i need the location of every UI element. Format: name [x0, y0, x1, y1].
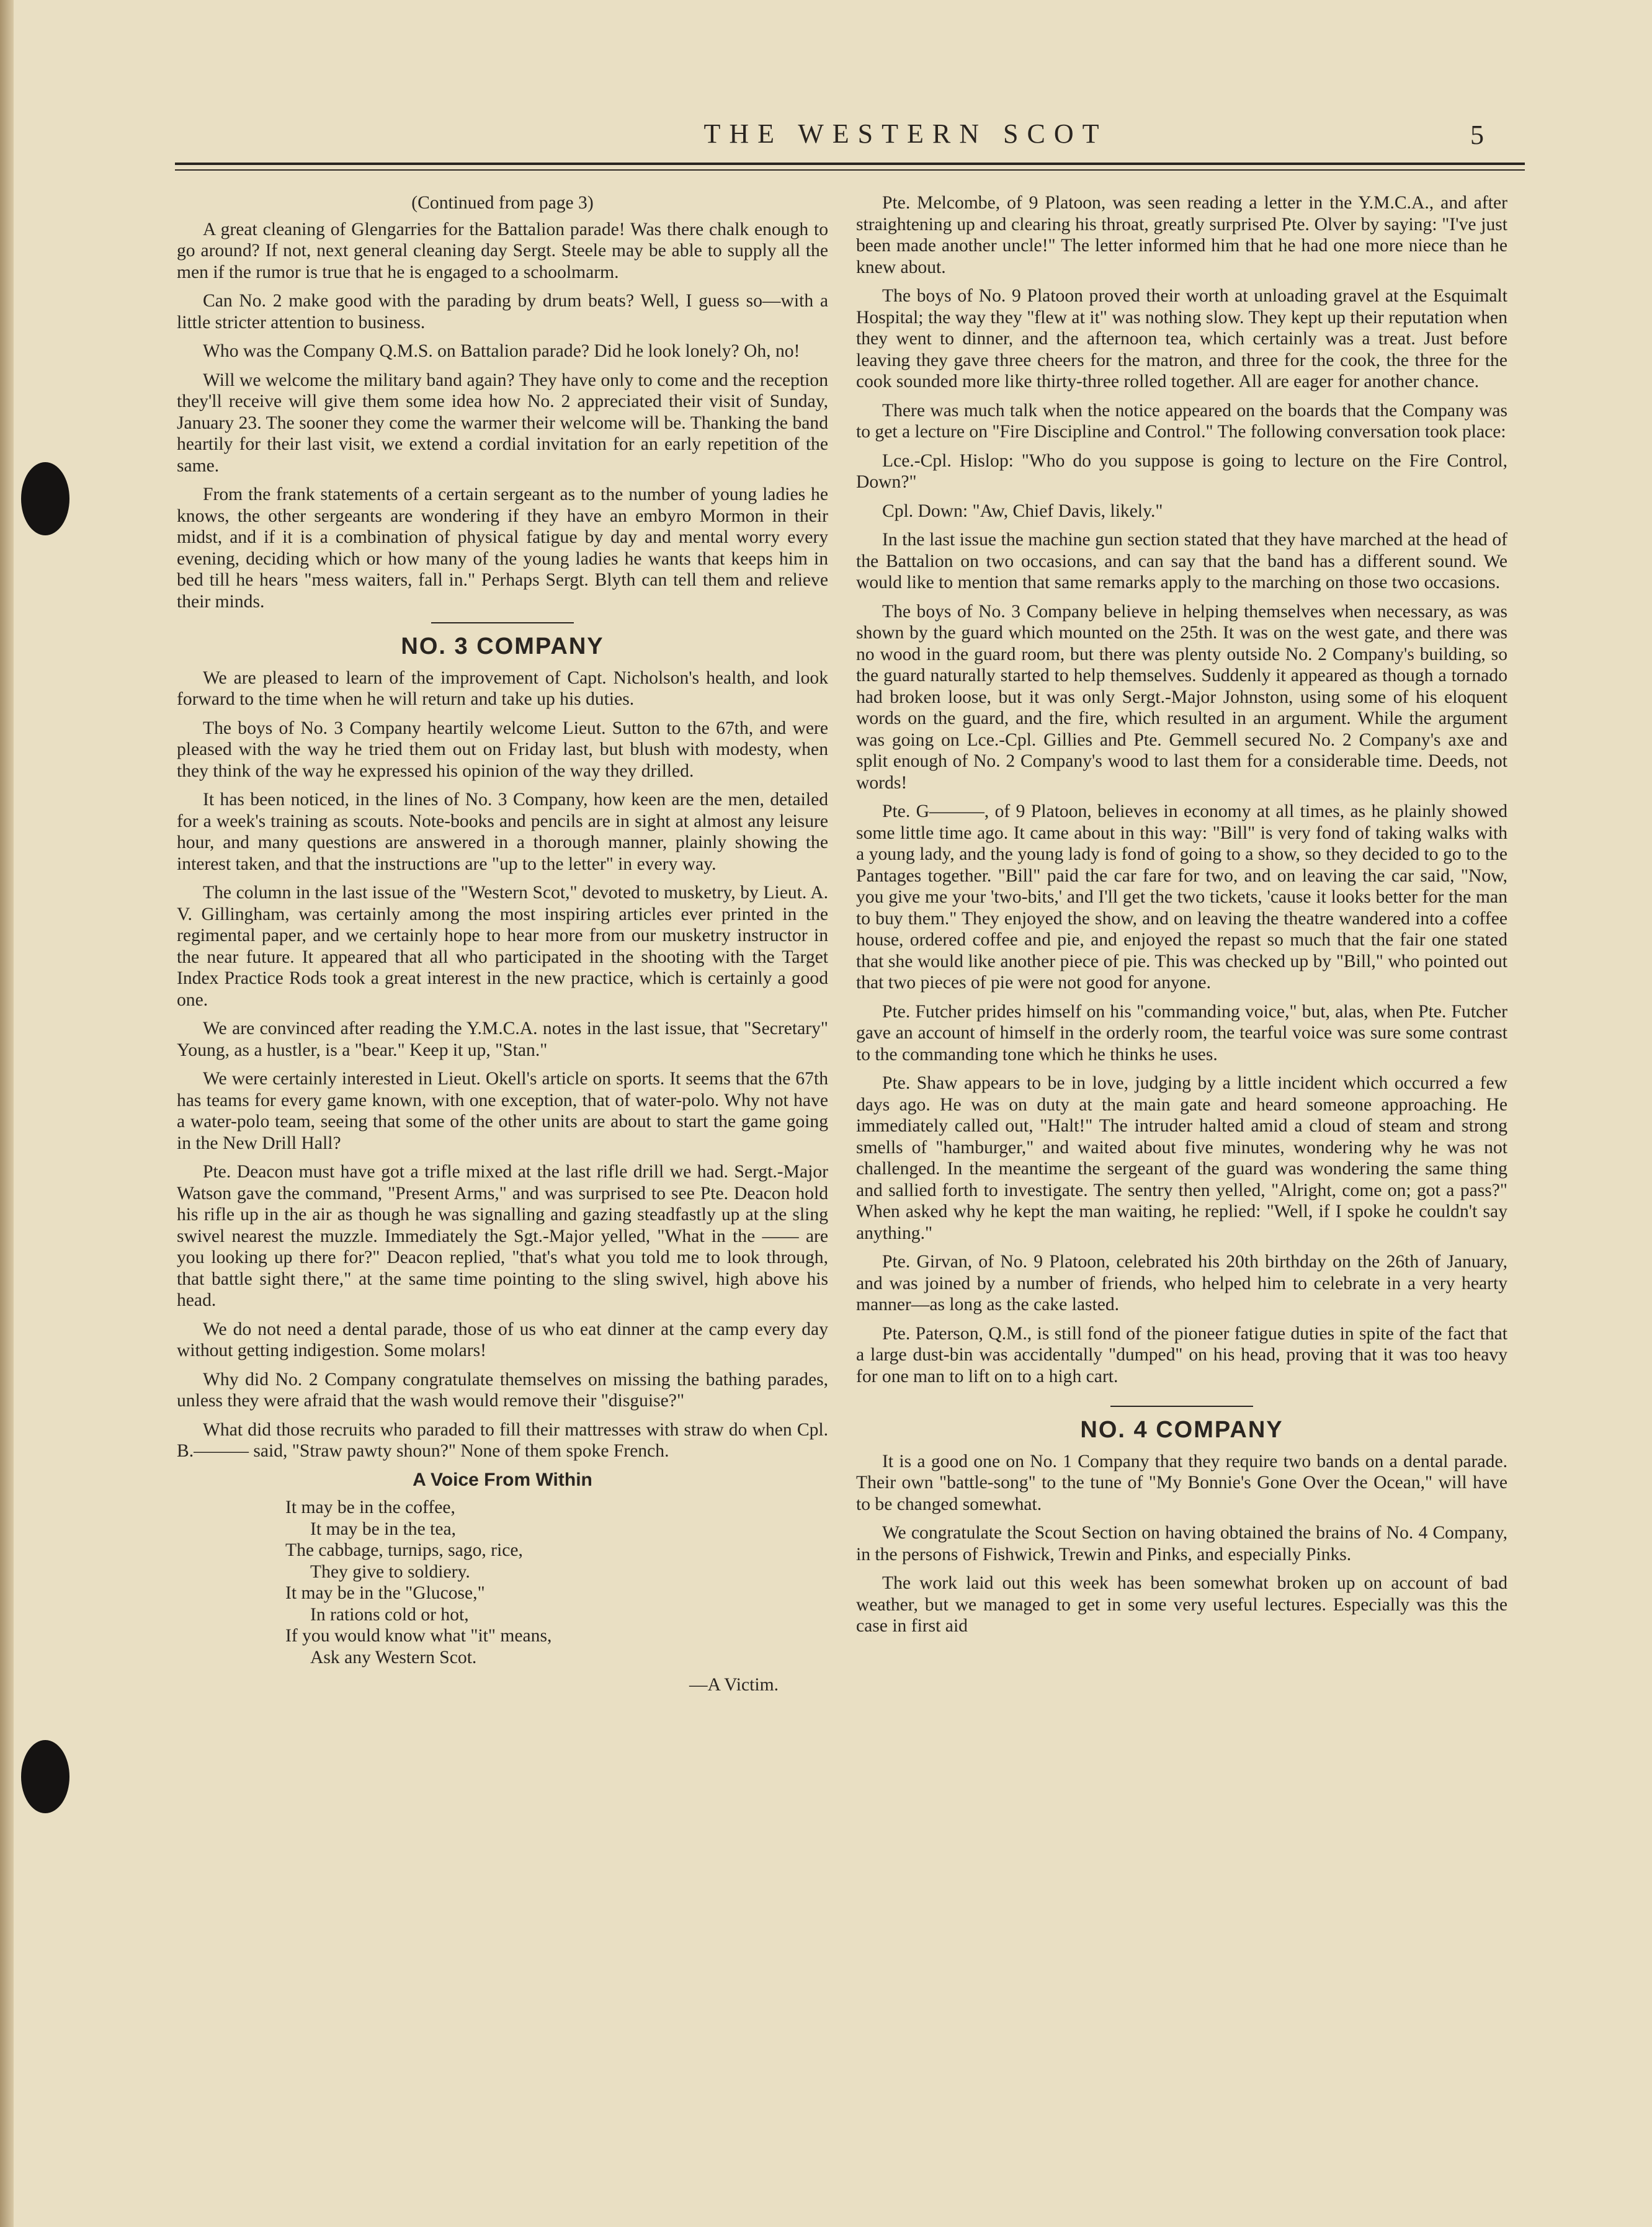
paragraph: The boys of No. 3 Company believe in helping themselves when necessary, as was shown by the guard which mounted on the 25th. It was on the west gate, and there was no wood in the guard room, but there was plenty outside No. 2 Company's building, so the guard naturally started to help themselves. Suddenly it appeared as though a tornado had broken loose, but it was only Sergt.-Major Johnston, using some of his eloquent words on the guard, and the fire, which resulted in an argument. While the argument was going on Lce.-Cpl. Gillies and Pte. Gemmell secured No. 2 Company's axe and split enough of No. 2 Company's wood to last them for a considerable time. Deeds, not words!: [856, 601, 1507, 793]
poem-line: It may be in the coffee,: [285, 1497, 455, 1517]
paragraph: The boys of No. 9 Platoon proved their worth at unloading gravel at the Esquimalt Hospital; the way they "flew at it" was nothing slow. They kept up their reputation when they went to dinner, and the afternoon tea, which certainly was a treat. Just before leaving they gave three cheers for the matron, and three for the cook, the three for the cook sounded more like thirty-three rolled together. All are eager for another chance.: [856, 286, 1507, 391]
paragraph: The work laid out this week has been somewhat broken up on account of bad weather, but we managed to get in some very useful lectures. Especially was this the case in first aid: [856, 1573, 1507, 1636]
paragraph: Pte. Shaw appears to be in love, judging by a little incident which occurred a few days ago. He was on duty at the main gate and heard someone approaching. He immediately called out, "Halt!" The intruder halted amid a cloud of steam and strong smells of "hamburger," and waited about five minutes, wondering why he was not challenged. In the meantime the sergeant of the guard was wondering the same thing and sallied forth to investigate. The sentry then yelled, "Alright, come on; got a pass?" When asked why he kept the man waiting, he replied: "Well, if I spoke he couldn't say anything.": [856, 1073, 1507, 1243]
paragraph: We congratulate the Scout Section on having obtained the brains of No. 4 Company, in the persons of Fishwick, Trewin and Pinks, and especially Pinks.: [856, 1523, 1507, 1564]
poem-line: It may be in the tea,: [310, 1519, 457, 1539]
paragraph: We are pleased to learn of the improvement of Capt. Nicholson's health, and look forward to the time when he will return and take up his duties.: [177, 667, 828, 709]
paragraph: Pte. Melcombe, of 9 Platoon, was seen reading a letter in the Y.M.C.A., and after straightening up and clearing his throat, greatly surprised Pte. Olver by saying: "I've just been made another uncle!" The letter informed him that he had one more niece than he knew about.: [856, 193, 1507, 277]
paragraph: The column in the last issue of the "Western Scot," devoted to musketry, by Lieut. A. V. Gillingham, was certainly among the most inspiring articles ever printed in the regimental paper, and we certainly hope to hear more from our musketry instructor in the near future. It appeared that all who participated in the shooting with the Target Index Practice Rods took a great interest in the new practice, which is certainly a good one.: [177, 883, 828, 1010]
paragraph: Cpl. Down: "Aw, Chief Davis, likely.": [882, 501, 1163, 521]
paragraph: A great cleaning of Glengarries for the Battalion parade! Was there chalk enough to go around? If not, next general cleaning day Sergt. Steele may be able to supply all the men if the rumor is true that he is engaged to a schoolmarm.: [177, 219, 828, 282]
paragraph: Pte. Futcher prides himself on his "commanding voice," but, alas, when Pte. Futcher gave an account of himself in the orderly room, the tearful voice was sure some contrast to the commanding tone which he thinks he uses.: [856, 1001, 1507, 1064]
left-column: [177, 192, 828, 1696]
header-rule: [175, 163, 1525, 165]
binding-hole: [21, 1740, 69, 1813]
poem-line: They give to soldiery.: [310, 1561, 470, 1582]
poem-line: It may be in the "Glucose,": [285, 1583, 485, 1603]
section-divider: [431, 622, 574, 623]
paragraph: What did those recruits who paraded to fill their mattresses with straw do when Cpl. B.——— said, "Straw pawty shoun?" None of them spoke French.: [177, 1419, 828, 1461]
paragraph: The boys of No. 3 Company heartily welcome Lieut. Sutton to the 67th, and were pleased with the way he tried them out on Friday last, but blush with modesty, when they think of the way he expressed his opinion of the way they drilled.: [177, 718, 828, 781]
paragraph: Pte. G———, of 9 Platoon, believes in economy at all times, as he plainly showed some little time ago. It came about in this way: "Bill" is very fond of taking walks with a young lady, and the young lady is fond of going to a show, so they decided to go to the Pantages together. "Bill" paid the car fare for two, and on leaving the car said, "Now, you give me your 'two-bits,' and I'll get the two tickets, 'cause it looks better for the man to buy them." They enjoyed the show, and on leaving the theatre wandered into a coffee house, ordered coffee and pie, and enjoyed the repast so much that the fair one stated that she would like another piece of pie. This was checked up by "Bill," who pointed out that two pieces of pie were not good for anyone.: [856, 801, 1507, 993]
poem-line: In rations cold or hot,: [310, 1604, 469, 1625]
paragraph: We were certainly interested in Lieut. Okell's article on sports. It seems that the 67th has teams for every game known, with one exception, that of water-polo. Why not have a water-polo team, seeing that some of the other units are about to start the game going in the New Drill Hall?: [177, 1069, 828, 1153]
running-header: THE WESTERN SCOT: [703, 118, 1108, 149]
section-heading: NO. 3 COMPANY: [401, 633, 604, 659]
header-rule: [175, 169, 1525, 171]
paragraph: Lce.-Cpl. Hislop: "Who do you suppose is going to lecture on the Fire Control, Down?": [856, 450, 1507, 492]
paragraph: Who was the Company Q.M.S. on Battalion parade? Did he look lonely? Oh, no!: [203, 341, 800, 361]
paragraph: It has been noticed, in the lines of No. 3 Company, how keen are the men, detailed for a week's training as scouts. Note-books and pencils are in sight at almost any leisure hour, and many questions are answered in a thorough manner, plainly showing the interest taken, and that the instructions are "up to the letter" in every way.: [177, 790, 828, 874]
paragraph: It is a good one on No. 1 Company that they require two bands on a dental parade. Their own "battle-song" to the tune of "My Bonnie's Gone Over the Ocean," will have to be changed somewhat.: [856, 1451, 1507, 1514]
poem-line: The cabbage, turnips, sago, rice,: [285, 1540, 523, 1560]
right-column: [856, 192, 1507, 1645]
paragraph: We do not need a dental parade, those of us who eat dinner at the camp every day without getting indigestion. Some molars!: [177, 1319, 828, 1360]
paragraph: Pte. Girvan, of No. 9 Platoon, celebrated his 20th birthday on the 26th of January, and was joined by a number of friends, who helped him to celebrate in a very hearty manner—as long as the cake lasted.: [856, 1252, 1507, 1314]
section-heading: NO. 4 COMPANY: [1080, 1417, 1284, 1443]
poem: [285, 1497, 828, 1668]
paragraph: There was much talk when the notice appeared on the boards that the Company was to get a lecture on "Fire Discipline and Control." The following conversation took place:: [856, 400, 1507, 442]
paragraph: Pte. Deacon must have got a trifle mixed at the last rifle drill we had. Sergt.-Major Watson gave the command, "Present Arms," and was surprised to see Pte. Deacon hold his rifle up in the air as though he was signalling and gazing steadfastly up at the sling swivel nearest the muzzle. Immediately the Sgt.-Major yelled, "What in the —— are you looking up there for?" Deacon replied, "that's what you told me to look through, that battle sight there," at the same time pointing to the sling swivel, high above his head.: [177, 1162, 828, 1310]
paragraph: In the last issue the machine gun section stated that they have marched at the head of the Battalion on two occasions, and can say that the band has a different sound. We would like to mention that same remarks apply to the marching on those two occasions.: [856, 530, 1507, 592]
poem-line: If you would know what "it" means,: [285, 1626, 552, 1646]
paragraph: Why did No. 2 Company congratulate themselves on missing the bathing parades, unless they were afraid that the wash would remove their "disguise?": [177, 1369, 828, 1411]
paragraph: We are convinced after reading the Y.M.C.A. notes in the last issue, that "Secretary" Young, as a hustler, is a "bear." Keep it up, "Stan.": [177, 1019, 828, 1060]
paragraph: From the frank statements of a certain sergeant as to the number of young ladies he knows, the other sergeants are wondering if they have an embyro Mormon in their midst, and if it is a combination of physical fatigue by day and mental worry every evening, deciding which or how many of the young ladies he wants that keeps him in bed till he hears "mess waiters, fall in." Perhaps Sergt. Blyth can tell them and relieve their minds.: [177, 484, 828, 612]
poem-signature: —A Victim.: [689, 1675, 779, 1695]
page-number: 5: [1470, 120, 1484, 150]
binding-hole: [21, 462, 69, 535]
paragraph: Pte. Paterson, Q.M., is still fond of the pioneer fatigue duties in spite of the fact that a large dust-bin was accidentally "dumped" on his head, proving that it was too heavy for one man to lift on to a high cart.: [856, 1323, 1507, 1386]
page-edge: [0, 0, 14, 2227]
continued-note: (Continued from page 3): [411, 193, 594, 213]
section-divider: [1110, 1406, 1253, 1407]
poem-line: Ask any Western Scot.: [310, 1647, 477, 1667]
paragraph: Can No. 2 make good with the parading by drum beats? Well, I guess so—with a little stricter attention to business.: [177, 291, 828, 332]
paragraph: Will we welcome the military band again? They have only to come and the reception they'll receive will give them some idea how No. 2 appreciated their visit of Sunday, January 23. The sooner they come the warmer their welcome will be. Thanking the band heartily for their last visit, we extend a cordial invitation for an early repetition of the same.: [177, 370, 828, 476]
poem-title: A Voice From Within: [413, 1469, 592, 1490]
